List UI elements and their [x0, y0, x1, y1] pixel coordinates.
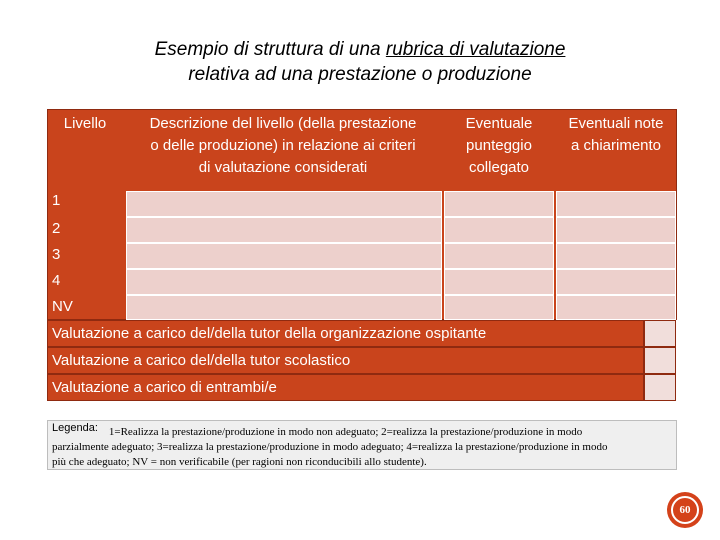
header-score-line: Eventuale — [465, 115, 533, 132]
level-label: 2 — [52, 220, 61, 237]
score-cell[interactable] — [444, 217, 554, 243]
score-cell[interactable] — [444, 269, 554, 295]
slide-subtitle: relativa ad una prestazione o produzione — [188, 64, 532, 85]
header-description-line: Descrizione del livello (della prestazione — [149, 115, 417, 132]
page-number-badge — [667, 492, 703, 528]
description-cell[interactable] — [126, 269, 442, 295]
slide-title-prefix: Esempio di struttura di una — [154, 39, 386, 60]
header-notes-line: a chiarimento — [570, 137, 662, 154]
notes-cell[interactable] — [556, 243, 676, 269]
notes-cell[interactable] — [556, 295, 676, 320]
header-score — [444, 113, 554, 179]
level-label: 4 — [52, 272, 61, 289]
header-score-line: punteggio — [466, 137, 532, 154]
legend-text: 1=Realizza la prestazione/produzione in modo non adeguato; 2=realizza la prestazione/produzione in modo — [108, 426, 583, 438]
evaluation-checkbox[interactable] — [644, 347, 676, 374]
evaluation-row-host-tutor: Valutazione a carico del/della tutor della organizzazione ospitante — [47, 320, 644, 347]
level-label: 3 — [52, 246, 61, 263]
header-notes — [555, 113, 677, 157]
evaluation-checkbox[interactable] — [644, 374, 676, 401]
score-cell[interactable] — [444, 295, 554, 320]
header-level: Livello — [63, 115, 107, 132]
evaluation-row-school-tutor: Valutazione a carico del/della tutor scolastico — [47, 347, 644, 374]
evaluation-checkbox[interactable] — [644, 320, 676, 347]
header-description-line: di valutazione considerati — [198, 159, 368, 176]
legend-text: più che adeguato; NV = non verificabile (per ragioni non riconducibili allo studente). — [52, 456, 427, 468]
score-cell[interactable] — [444, 243, 554, 269]
notes-cell[interactable] — [556, 269, 676, 295]
description-cell[interactable] — [126, 217, 442, 243]
description-cell[interactable] — [126, 191, 442, 217]
slide-title-underlined: rubrica di valutazione — [385, 39, 566, 60]
legend-label: Legenda: — [52, 422, 98, 434]
notes-cell[interactable] — [556, 191, 676, 217]
description-cell[interactable] — [126, 295, 442, 320]
rubric-table — [47, 109, 677, 320]
slide-title — [0, 37, 720, 62]
header-notes-line: Eventuali note — [568, 115, 664, 132]
evaluation-row-both: Valutazione a carico di entrambi/e — [47, 374, 644, 401]
header-description-line: o delle produzione) in relazione ai criteri — [150, 137, 416, 154]
legend-text: parzialmente adeguato; 3=realizza la prestazione/produzione in modo adeguato; 4=realizza la prestazione/produzione in modo — [52, 441, 608, 453]
score-cell[interactable] — [444, 191, 554, 217]
page-number: 60 — [671, 496, 699, 524]
description-cell[interactable] — [126, 243, 442, 269]
level-label: 1 — [52, 192, 61, 209]
legend-box — [47, 420, 677, 470]
notes-cell[interactable] — [556, 217, 676, 243]
header-score-line: collegato — [468, 159, 530, 176]
header-description — [124, 113, 442, 179]
level-label: NV — [52, 298, 73, 315]
